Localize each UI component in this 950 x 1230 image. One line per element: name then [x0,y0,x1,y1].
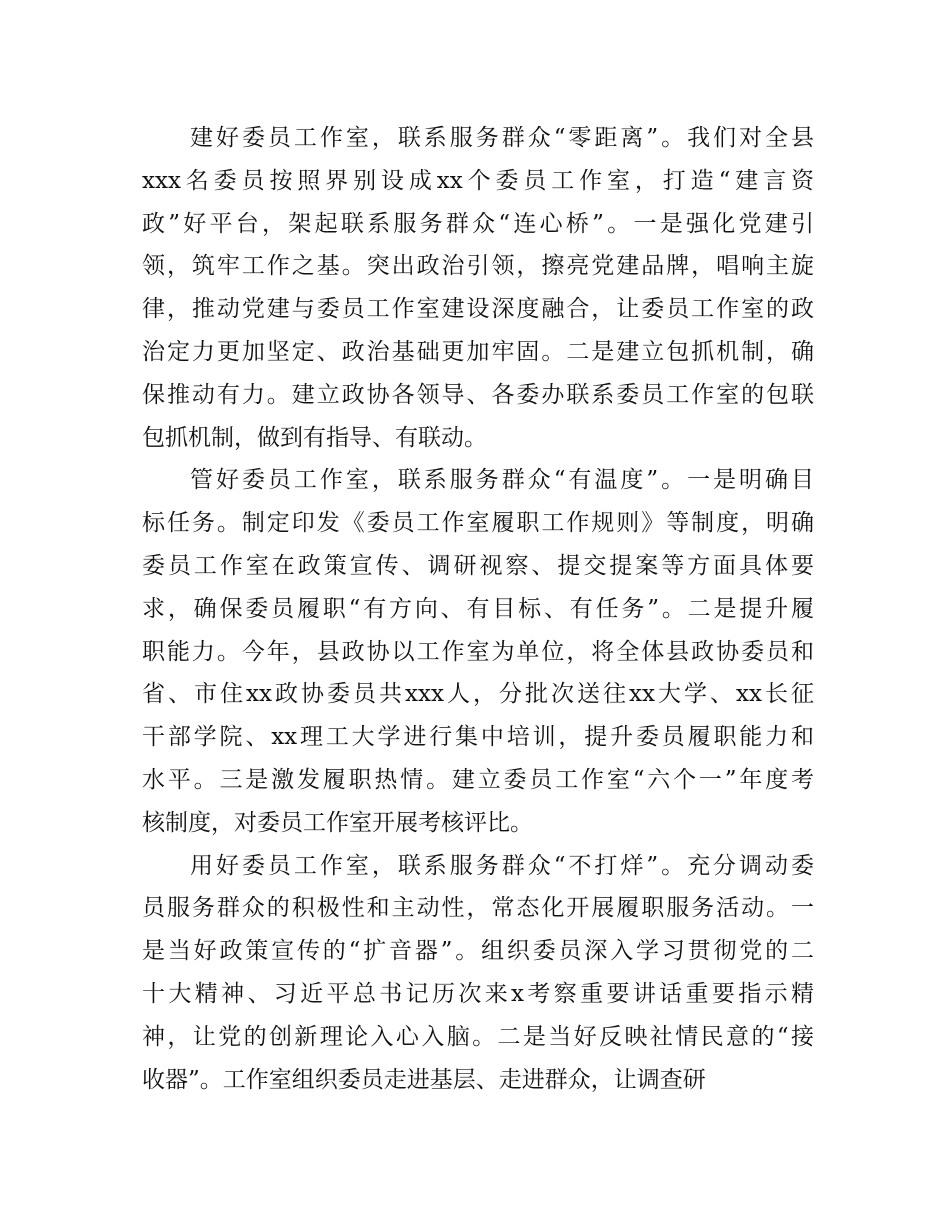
text-line: 是当好政策宣传的“扩音器”。组织委员深入学习贯彻党的二 [142,938,814,965]
text-line: 十大精神、习近平总书记历次来x考察重要讲话重要指示精 [142,980,814,1007]
text-line: 省、市住xx政协委员共xxx人，分批次送往xx大学、xx长征 [142,681,814,708]
text-line: 干部学院、xx理工大学进行集中培训，提升委员履职能力和 [142,724,814,751]
text-line: 管好委员工作室，联系服务群众“有温度”。一是明确目 [190,467,814,494]
text-line: 核制度，对委员工作室开展考核评比。 [142,809,533,836]
paragraph-studio-use [142,845,814,1102]
text-line: 委员工作室在政策宣传、调研视察、提交提案等方面具体要 [142,552,814,579]
paragraph-studio-management [142,459,814,844]
document-body [142,117,814,1101]
text-line: 标任务。制定印发《委员工作室履职工作规则》等制度，明确 [142,510,814,537]
text-line: 政”好平台，架起联系服务群众“连心桥”。一是强化党建引 [142,210,814,237]
text-line: xxx名委员按照界别设成xx个委员工作室，打造“建言资 [142,167,814,194]
text-line: 包抓机制，做到有指导、有联动。 [142,424,487,451]
paragraph-studio-building [142,117,814,459]
text-line: 员服务群众的积极性和主动性，常态化开展履职服务活动。一 [142,895,814,922]
text-line: 建好委员工作室，联系服务群众“零距离”。我们对全县 [190,125,814,151]
text-line: 职能力。今年，县政协以工作室为单位，将全体县政协委员和 [142,638,814,665]
text-line: 用好委员工作室，联系服务群众“不打烊”。充分调动委 [190,852,814,879]
text-line: 领，筑牢工作之基。突出政治引领，擦亮党建品牌，唱响主旋 [142,253,814,280]
text-line: 保推动有力。建立政协各领导、各委办联系委员工作室的包联 [142,381,814,408]
text-line: 求，确保委员履职“有方向、有目标、有任务”。二是提升履 [142,595,814,622]
text-line: 律，推动党建与委员工作室建设深度融合，让委员工作室的政 [142,296,814,323]
text-line: 治定力更加坚定、政治基础更加牢固。二是建立包抓机制，确 [142,338,814,365]
text-line: 收器”。工作室组织委员走进基层、走进群众，让调查研 [142,1066,706,1093]
text-line: 神，让党的创新理论入心入脑。二是当好反映社情民意的“接 [142,1023,814,1050]
text-line: 水平。三是激发履职热情。建立委员工作室“六个一”年度考 [142,766,814,793]
